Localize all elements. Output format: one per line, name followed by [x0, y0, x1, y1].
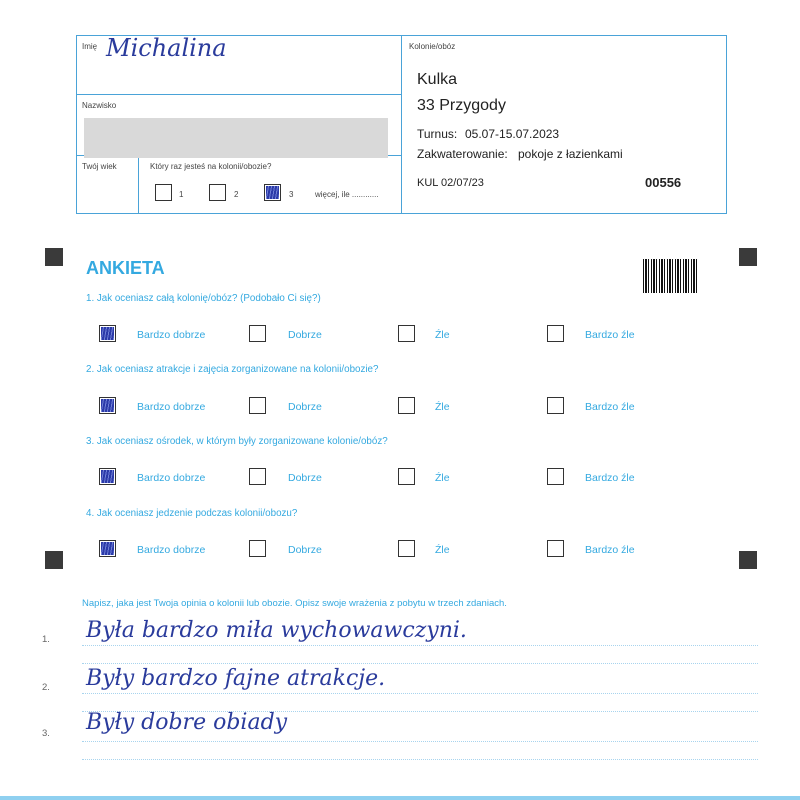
times-option-3: 3 — [289, 190, 294, 199]
q1-option-bad: Źle — [435, 329, 450, 341]
survey-title: ANKIETA — [86, 258, 165, 278]
surname-redaction — [84, 118, 388, 158]
q3-checkbox-bad[interactable] — [398, 468, 415, 485]
turnus-value: 05.07-15.07.2023 — [465, 127, 560, 141]
opinion-line-2[interactable]: Były bardzo fajne atrakcje. — [86, 666, 386, 691]
q1-checkbox-good[interactable] — [249, 325, 266, 342]
q2-checkbox-very-good[interactable] — [99, 397, 116, 414]
header-divider-name — [76, 94, 401, 95]
registration-marker-top-left — [45, 248, 63, 266]
name-label: Imię — [82, 42, 98, 51]
opinion-dotted-line-2a — [82, 693, 758, 694]
q4-option-very-bad: Bardzo źle — [585, 544, 635, 556]
q4-option-very-good: Bardzo dobrze — [137, 544, 206, 556]
opinion-line-number-1: 1. — [42, 634, 50, 645]
q2-option-bad: Źle — [435, 401, 450, 413]
opinion-dotted-line-3b — [82, 759, 758, 760]
q3-checkbox-good[interactable] — [249, 468, 266, 485]
surname-label: Nazwisko — [82, 101, 117, 110]
registration-marker-top-right — [739, 248, 757, 266]
times-checkbox-1[interactable] — [155, 184, 172, 201]
registration-marker-bottom-right — [739, 551, 757, 569]
q4-option-bad: Źle — [435, 544, 450, 556]
name-value[interactable]: Michalina — [106, 34, 227, 62]
q2-checkbox-good[interactable] — [249, 397, 266, 414]
q1-checkbox-very-bad[interactable] — [547, 325, 564, 342]
q2-checkbox-very-bad[interactable] — [547, 397, 564, 414]
opinion-line-number-2: 2. — [42, 682, 50, 693]
question-4: 4. Jak oceniasz jedzenie podczas kolonii/obozu? — [86, 508, 298, 519]
q2-option-good: Dobrze — [288, 401, 322, 413]
camp-code: KUL 02/07/23 — [417, 177, 484, 189]
opinion-dotted-line-3a — [82, 741, 758, 742]
header-divider-vertical — [401, 35, 402, 214]
barcode — [643, 259, 697, 293]
camp-program: 33 Przygody — [417, 97, 506, 114]
q3-option-very-good: Bardzo dobrze — [137, 472, 206, 484]
camp-name: Kulka — [417, 71, 458, 88]
times-label: Który raz jesteś na kolonii/obozie? — [150, 162, 272, 171]
age-label: Twój wiek — [82, 162, 117, 171]
opinion-line-1[interactable]: Była bardzo miła wychowawczyni. — [86, 618, 467, 643]
accommodation-label: Zakwaterowanie: — [417, 147, 508, 161]
accommodation-value: pokoje z łazienkami — [518, 147, 623, 161]
q3-checkbox-very-good[interactable] — [99, 468, 116, 485]
header-divider-age — [138, 155, 139, 214]
q1-option-very-bad: Bardzo źle — [585, 329, 635, 341]
q3-option-good: Dobrze — [288, 472, 322, 484]
times-option-more: więcej, ile ............ — [315, 190, 379, 199]
form-number: 00556 — [645, 175, 682, 190]
question-2: 2. Jak oceniasz atrakcje i zajęcia zorganizowane na kolonii/obozie? — [86, 364, 379, 375]
times-option-2: 2 — [234, 190, 239, 199]
q4-checkbox-very-good[interactable] — [99, 540, 116, 557]
q4-option-good: Dobrze — [288, 544, 322, 556]
opinion-line-number-3: 3. — [42, 728, 50, 739]
opinion-dotted-line-1a — [82, 645, 758, 646]
q3-option-very-bad: Bardzo źle — [585, 472, 635, 484]
q1-checkbox-bad[interactable] — [398, 325, 415, 342]
q1-option-very-good: Bardzo dobrze — [137, 329, 206, 341]
bottom-band — [0, 796, 800, 800]
q1-option-good: Dobrze — [288, 329, 322, 341]
q4-checkbox-very-bad[interactable] — [547, 540, 564, 557]
opinion-line-3[interactable]: Były dobre obiady — [86, 710, 288, 735]
q4-checkbox-good[interactable] — [249, 540, 266, 557]
q2-option-very-bad: Bardzo źle — [585, 401, 635, 413]
q3-checkbox-very-bad[interactable] — [547, 468, 564, 485]
opinion-prompt: Napisz, jaka jest Twoja opinia o kolonii lub obozie. Opisz swoje wrażenia z pobytu w trzech zdaniach. — [82, 598, 507, 609]
question-3: 3. Jak oceniasz ośrodek, w którym były zorganizowane kolonie/obóz? — [86, 436, 388, 447]
q2-checkbox-bad[interactable] — [398, 397, 415, 414]
q2-option-very-good: Bardzo dobrze — [137, 401, 206, 413]
times-checkbox-3[interactable] — [264, 184, 281, 201]
times-option-1: 1 — [179, 190, 184, 199]
camp-label: Kolonie/obóz — [409, 42, 456, 51]
registration-marker-bottom-left — [45, 551, 63, 569]
q1-checkbox-very-good[interactable] — [99, 325, 116, 342]
turnus-label: Turnus: — [417, 127, 458, 141]
q3-option-bad: Źle — [435, 472, 450, 484]
opinion-dotted-line-1b — [82, 663, 758, 664]
q4-checkbox-bad[interactable] — [398, 540, 415, 557]
question-1: 1. Jak oceniasz całą kolonię/obóz? (Podobało Ci się?) — [86, 293, 321, 304]
times-checkbox-2[interactable] — [209, 184, 226, 201]
